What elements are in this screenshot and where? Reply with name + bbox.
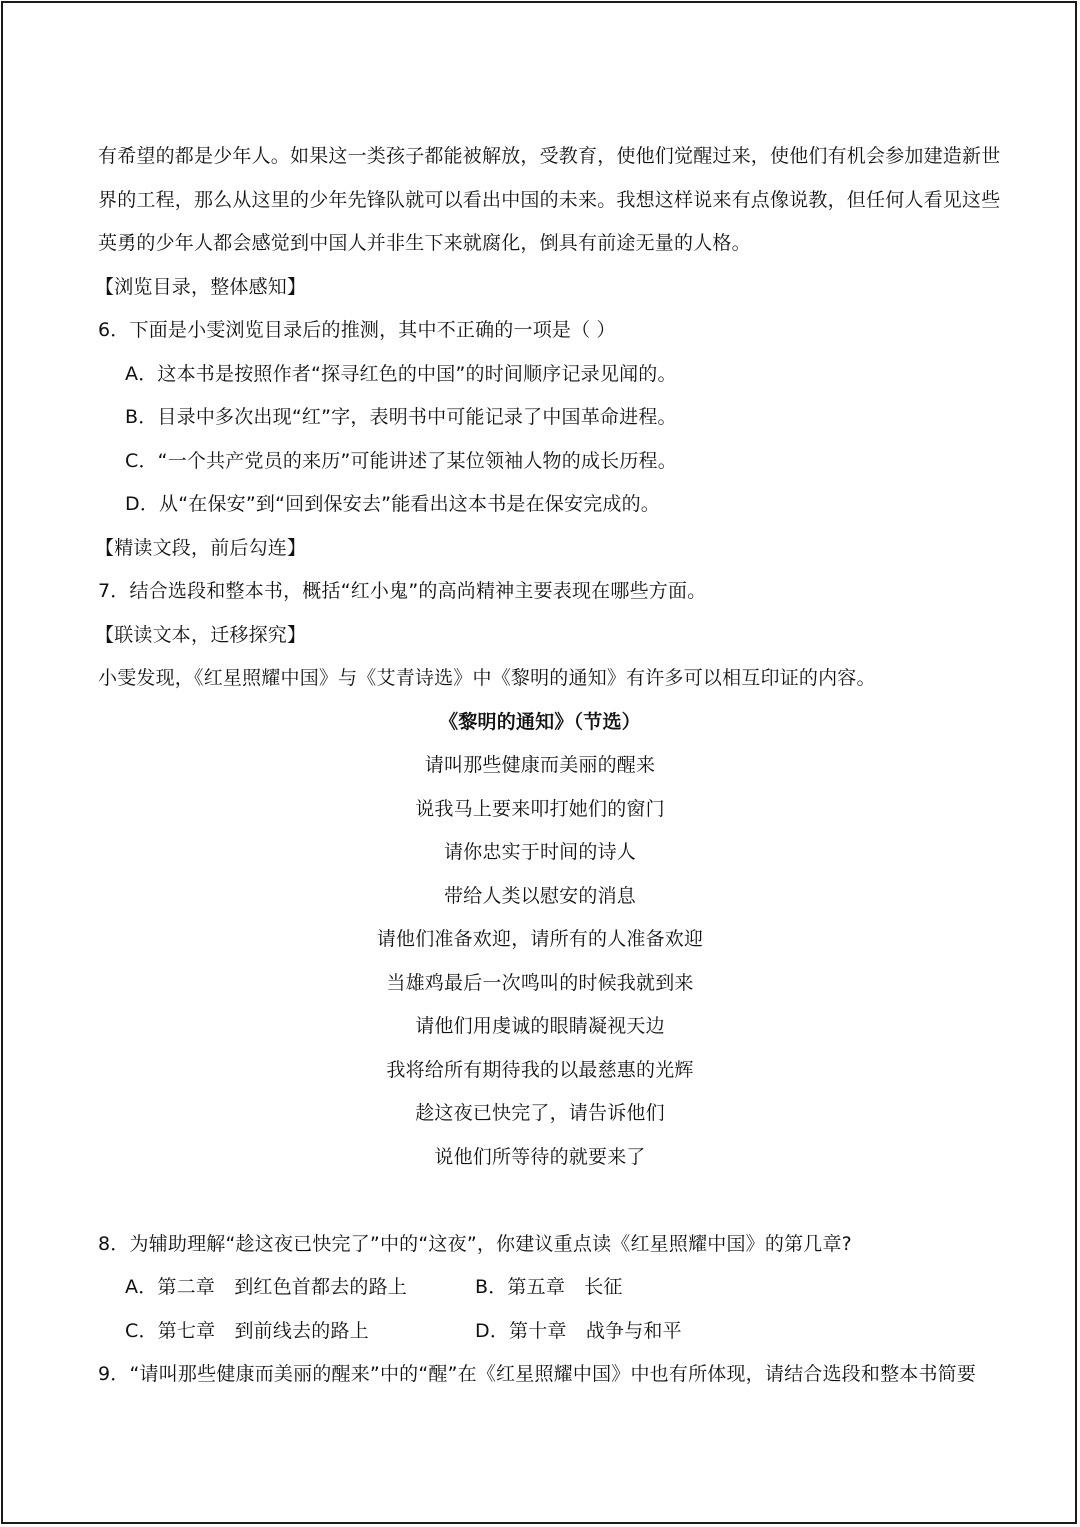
question-9-stem: 9．“请叫那些健康而美丽的醒来”中的“醒”在《红星照耀中国》中也有所体现，请结合选段和整本书简要	[98, 1363, 977, 1385]
poem-line: 趁这夜已快完了，请告诉他们	[415, 1102, 665, 1124]
question-8-option-a: A．第二章 到红色首都去的路上	[125, 1276, 407, 1298]
poem-line: 带给人类以慰安的消息	[443, 884, 636, 907]
passage-line: 有希望的都是少年人。如果这一类孩子都能被解放，受教育，使他们觉醒过来，使他们有机会参加建造新世	[98, 145, 1001, 167]
section-heading-browse: 【浏览目录，整体感知】	[95, 275, 307, 298]
comparison-intro: 小雯发现，《红星照耀中国》与《艾青诗选》中《黎明的通知》有许多可以相互印证的内容。	[98, 667, 876, 689]
question-6-option-c: C．“一个共产党员的来历”可能讲述了某位领袖人物的成长历程。	[125, 449, 677, 472]
question-6-stem: 6．下面是小雯浏览目录后的推测，其中不正确的一项是（ ）	[98, 319, 616, 341]
blank-line	[98, 1179, 998, 1223]
passage-line: 界的工程，那么从这里的少年先锋队就可以看出中国的未来。我想这样说来有点像说教，但任何人看见这些	[98, 188, 1001, 211]
poem-line: 我将给所有期待我的以最慈惠的光辉	[386, 1058, 694, 1081]
poem-title: 《黎明的通知》（节选）	[439, 710, 641, 733]
question-8-stem: 8．为辅助理解“趁这夜已快完了”中的“这夜”，你建议重点读《红星照耀中国》的第几章?	[98, 1232, 852, 1255]
poem-line: 说他们所等待的就要来了	[434, 1145, 646, 1168]
question-8-option-c: C．第七章 到前线去的路上	[125, 1319, 369, 1342]
passage-line: 英勇的少年人都会感觉到中国人并非生下来就腐化，倒具有前途无量的人格。	[98, 232, 751, 254]
question-6-option-d: D．从“在保安”到“回到保安去”能看出这本书是在保安完成的。	[125, 493, 661, 515]
poem-line: 请他们准备欢迎，请所有的人准备欢迎	[376, 928, 704, 950]
question-7-stem: 7．结合选段和整本书，概括“红小鬼”的高尚精神主要表现在哪些方面。	[98, 580, 707, 602]
page-content	[95, 135, 1001, 1397]
poem-line: 请你忠实于时间的诗人	[443, 841, 636, 863]
question-6-option-b: B．目录中多次出现“红”字，表明书中可能记录了中国革命进程。	[125, 406, 677, 428]
poem-line: 说我马上要来叩打她们的窗门	[415, 797, 665, 820]
question-8-option-b: B．第五章 长征	[475, 1276, 623, 1298]
section-heading-comparative: 【联读文本，迁移探究】	[95, 623, 307, 646]
question-8-options-row-1	[98, 1266, 998, 1310]
section-heading-close-reading: 【精读文段，前后勾连】	[95, 536, 307, 559]
question-8-option-d: D．第十章 战争与和平	[475, 1319, 682, 1342]
poem-line: 请叫那些健康而美丽的醒来	[424, 754, 656, 776]
poem-line: 请他们用虔诚的眼睛凝视天边	[415, 1015, 665, 1037]
poem-line: 当雄鸡最后一次鸣叫的时候我就到来	[386, 971, 694, 994]
question-6-option-a: A．这本书是按照作者“探寻红色的中国”的时间顺序记录见闻的。	[125, 362, 677, 385]
question-8-options-row-2	[98, 1310, 998, 1354]
